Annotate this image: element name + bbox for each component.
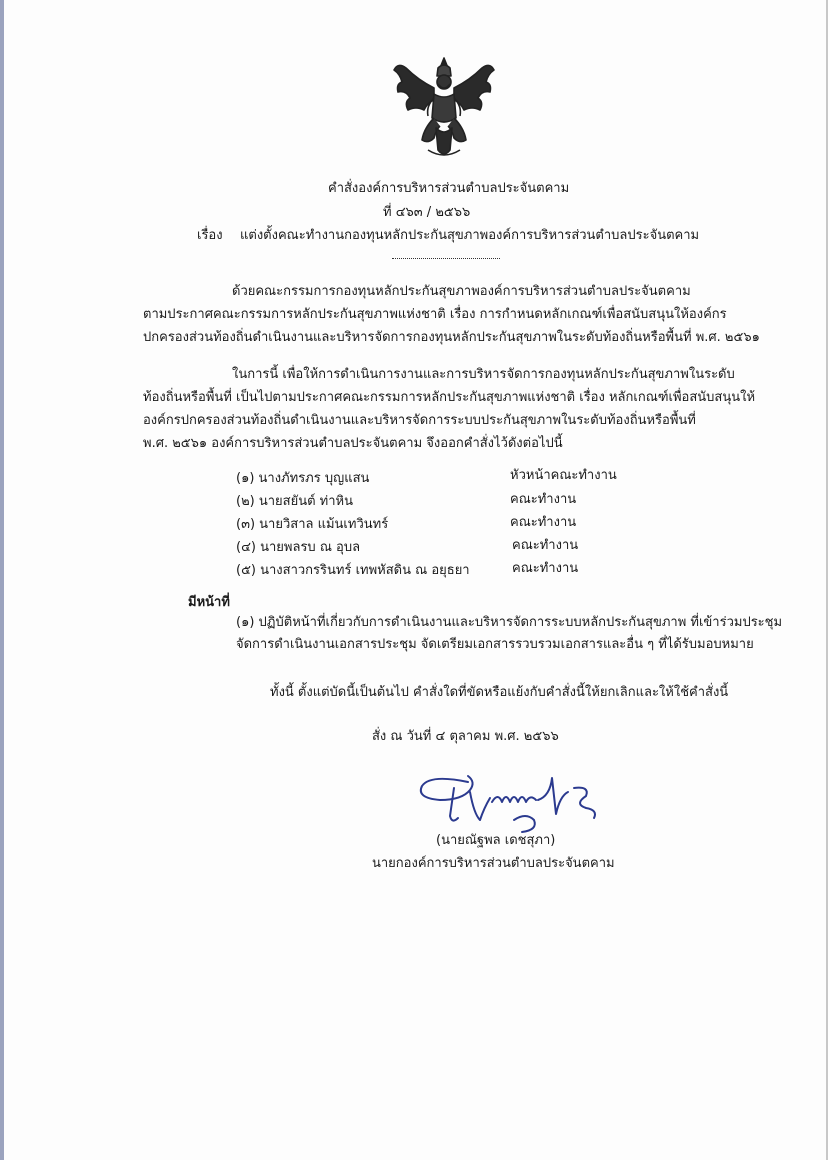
member-role: หัวหน้าคณะทำงาน <box>510 468 617 483</box>
member-name: (๒) นายสยันต์ ท่าหิน <box>236 494 353 509</box>
member-role: คณะทำงาน <box>510 492 577 507</box>
signer-position: นายกองค์การบริหารส่วนตำบลประจันตคาม <box>372 856 615 871</box>
member-name: (๔) นายพลรบ ณ อุบล <box>236 540 361 555</box>
para2-line4: พ.ศ. ๒๕๖๑ องค์การบริหารส่วนตำบลประจันตคาม จึงออกคำสั่งไว้ดังต่อไปนี้ <box>143 436 563 451</box>
subject-label: เรื่อง <box>197 228 223 243</box>
page-edge-left <box>0 0 4 1160</box>
garuda-emblem-icon <box>388 54 500 162</box>
para2-line2: ท้องถิ่นหรือพื้นที่ เป็นไปตามประกาศคณะกรรมการหลักประกันสุขภาพแห่งชาติ เรื่อง หลักเกณฑ์เพื่อสนับสนุนให้ <box>143 390 756 405</box>
subject-text: แต่งตั้งคณะทำงานกองทุนหลักประกันสุขภาพองค์การบริหารส่วนตำบลประจันตคาม <box>240 228 700 243</box>
duties-line2: จัดการดำเนินงานเอกสารประชุม จัดเตรียมเอกสารรวบรวมเอกสารและอื่น ๆ ที่ได้รับมอบหมาย <box>236 637 754 652</box>
member-name: (๕) นางสาวกรรินทร์ เทพหัสดิน ณ อยุธยา <box>236 563 470 578</box>
para2-line3: องค์กรปกครองส่วนท้องถิ่นดำเนินงานและบริหารจัดการระบบประกันสุขภาพในระดับท้องถิ่นหรือพื้นที่ <box>143 413 696 428</box>
member-role: คณะทำงาน <box>512 538 579 553</box>
order-number: ที่ ๔๖๓ / ๒๕๖๖ <box>383 205 471 220</box>
order-org-line: คำสั่งองค์การบริหารส่วนตำบลประจันตคาม <box>328 181 570 196</box>
order-date: สั่ง ณ วันที่ ๔ ตุลาคม พ.ศ. ๒๕๖๖ <box>372 729 559 744</box>
member-name: (๑) นางภัทรภร บุญแสน <box>236 471 370 486</box>
handwritten-signature <box>410 752 610 834</box>
effective-clause: ทั้งนี้ ตั้งแต่บัดนี้เป็นต้นไป คำสั่งใดที่ขัดหรือแย้งกับคำสั่งนี้ให้ยกเลิกและให้ใช้คำสั่งนี้ <box>270 685 729 700</box>
member-role: คณะทำงาน <box>512 561 579 576</box>
member-role: คณะทำงาน <box>510 515 577 530</box>
para1-line2: ตามประกาศคณะกรรมการหลักประกันสุขภาพแห่งชาติ เรื่อง การกำหนดหลักเกณฑ์เพื่อสนับสนุนให้องค์กร <box>143 307 727 322</box>
signer-name: (นายณัฐพล เดชสุภา) <box>436 833 556 848</box>
header-divider <box>392 258 500 259</box>
duties-heading: มีหน้าที่ <box>188 595 230 610</box>
member-name: (๓) นายวิสาล แม้นเทวินทร์ <box>236 517 389 532</box>
para1-line3: ปกครองส่วนท้องถิ่นดำเนินงานและบริหารจัดการกองทุนหลักประกันสุขภาพในระดับท้องถิ่นหรือพื้นที่ พ.ศ. ๒๕๖๑ <box>143 330 760 345</box>
para2-line1: ในการนี้ เพื่อให้การดำเนินการงานและการบริหารจัดการกองทุนหลักประกันสุขภาพในระดับ <box>232 367 735 382</box>
para1-line1: ด้วยคณะกรรมการกองทุนหลักประกันสุขภาพองค์การบริหารส่วนตำบลประจันตคาม <box>232 284 691 299</box>
duties-line1: (๑) ปฏิบัติหน้าที่เกี่ยวกับการดำเนินงานและบริหารจัดการระบบหลักประกันสุขภาพ ที่เข้าร่วมประชุม <box>236 615 783 630</box>
